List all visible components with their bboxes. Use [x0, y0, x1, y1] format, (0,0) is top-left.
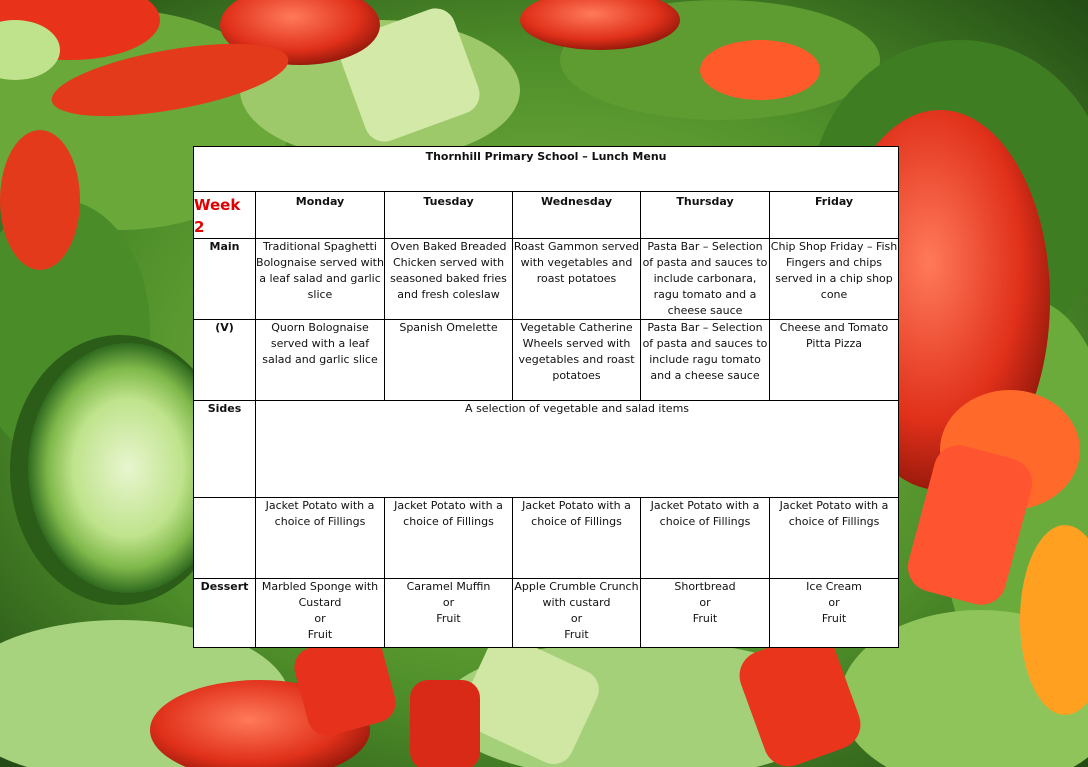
sides-description: A selection of vegetable and salad items	[256, 401, 899, 498]
main-monday: Traditional Spaghetti Bolognaise served with a leaf salad and garlic slice	[256, 239, 385, 320]
jacket-potato-row	[194, 498, 899, 579]
dessert-item: Marbled Sponge with Custard	[261, 580, 379, 609]
row-label-sides: Sides	[194, 401, 256, 498]
dessert-monday	[256, 579, 385, 648]
day-header-wednesday: Wednesday	[513, 192, 641, 239]
dessert-alt: Fruit	[692, 612, 718, 625]
row-label-jacket	[194, 498, 256, 579]
dessert-alt: Fruit	[564, 628, 589, 641]
day-header-monday: Monday	[256, 192, 385, 239]
vegetarian-row	[194, 320, 899, 401]
dessert-or: or	[828, 596, 840, 609]
veg-thursday: Pasta Bar – Selection of pasta and sauces to include ragu tomato and a cheese sauce	[641, 320, 770, 401]
lunch-menu-table	[193, 146, 899, 648]
jacket-tuesday: Jacket Potato with a choice of Fillings	[385, 498, 513, 579]
sides-row	[194, 401, 899, 498]
veg-monday: Quorn Bolognaise served with a leaf salad and garlic slice	[256, 320, 385, 401]
day-header-tuesday: Tuesday	[385, 192, 513, 239]
day-header-thursday: Thursday	[641, 192, 770, 239]
dessert-item: Apple Crumble Crunch with custard	[514, 580, 639, 609]
main-friday: Chip Shop Friday – Fish Fingers and chips served in a chip shop cone	[770, 239, 899, 320]
dessert-alt: Fruit	[821, 612, 847, 625]
dessert-alt: Fruit	[436, 612, 461, 625]
dessert-or: or	[570, 612, 583, 625]
dessert-or: or	[442, 596, 455, 609]
main-tuesday: Oven Baked Breaded Chicken served with seasoned baked fries and fresh coleslaw	[385, 239, 513, 320]
jacket-wednesday: Jacket Potato with a choice of Fillings	[513, 498, 641, 579]
jacket-thursday: Jacket Potato with a choice of Fillings	[641, 498, 770, 579]
jacket-monday: Jacket Potato with a choice of Fillings	[256, 498, 385, 579]
row-label-main: Main	[194, 239, 256, 320]
dessert-alt: Fruit	[307, 628, 333, 641]
dessert-or: or	[699, 596, 711, 609]
dessert-thursday	[641, 579, 770, 648]
dessert-item: Ice Cream	[806, 580, 862, 593]
dessert-tuesday	[385, 579, 513, 648]
dessert-friday	[770, 579, 899, 648]
dessert-item: Caramel Muffin	[406, 580, 491, 593]
dessert-wednesday	[513, 579, 641, 648]
row-label-vegetarian: (V)	[194, 320, 256, 401]
main-row	[194, 239, 899, 320]
veg-wednesday: Vegetable Catherine Wheels served with vegetables and roast potatoes	[513, 320, 641, 401]
week-label: Week 2	[194, 192, 256, 239]
main-thursday: Pasta Bar – Selection of pasta and sauces to include carbonara, ragu tomato and a cheese sauce	[641, 239, 770, 320]
veg-friday: Cheese and Tomato Pitta Pizza	[770, 320, 899, 401]
row-label-dessert: Dessert	[194, 579, 256, 648]
dessert-row	[194, 579, 899, 648]
main-wednesday: Roast Gammon served with vegetables and roast potatoes	[513, 239, 641, 320]
dessert-item: Shortbread	[674, 580, 736, 593]
day-header-friday: Friday	[770, 192, 899, 239]
menu-title: Thornhill Primary School – Lunch Menu	[194, 147, 899, 192]
dessert-or: or	[314, 612, 326, 625]
veg-tuesday: Spanish Omelette	[385, 320, 513, 401]
jacket-friday: Jacket Potato with a choice of Fillings	[770, 498, 899, 579]
